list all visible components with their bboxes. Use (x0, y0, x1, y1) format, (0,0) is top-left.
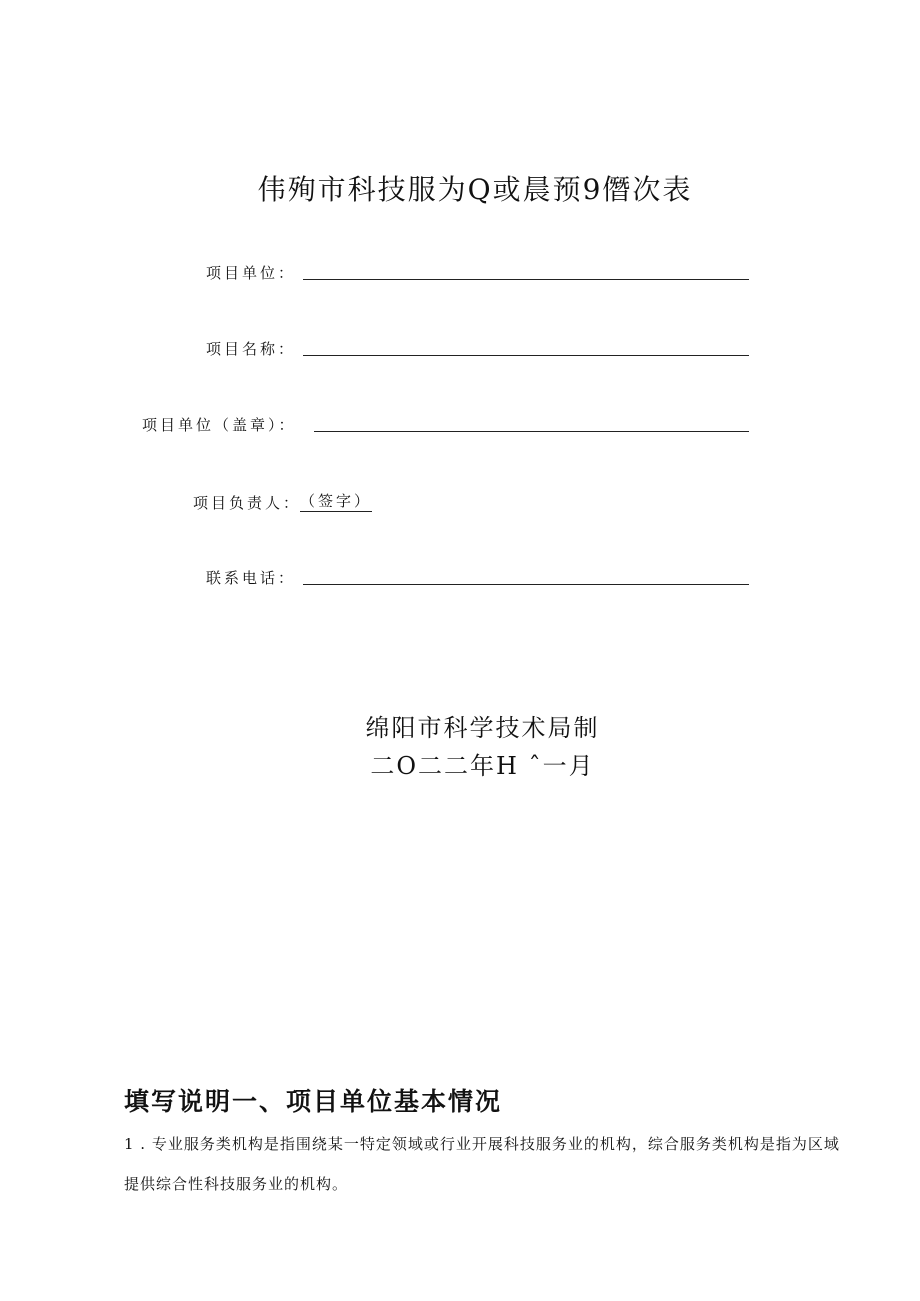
instruction-note: 1 . 专业服务类机构是指围绕某一特定领域或行业开展科技服务业的机构，综合服务类机构是指为区域提供综合性科技服务业的机构。 (124, 1135, 840, 1193)
field-label: 联系电话： (206, 569, 297, 587)
field-label: 项目名称： (206, 340, 297, 358)
field-label: 项目负责人： (193, 494, 302, 512)
signature-placeholder[interactable]: （签字） (300, 492, 373, 510)
field-contact-phone (0, 567, 920, 589)
section-heading: 填写说明一、项目单位基本情况 (124, 1087, 503, 1116)
issuer-name: 绵阳市科学技术局制 (365, 714, 600, 742)
field-project-unit (0, 262, 920, 284)
project-unit-seal-input-line[interactable] (314, 431, 749, 432)
project-unit-input-line[interactable] (303, 279, 749, 280)
field-label: 项目单位： (206, 264, 297, 282)
issue-date: 二O二二年H ˆ一月 (370, 752, 595, 780)
field-project-unit-seal (0, 414, 920, 436)
contact-phone-input-line[interactable] (303, 584, 749, 585)
project-name-input-line[interactable] (303, 355, 749, 356)
page-title: 伟殉市科技服为Q或晨预9僭次表 (257, 173, 693, 206)
field-project-leader (0, 492, 920, 514)
field-project-name (0, 338, 920, 360)
field-label: 项目单位（盖章）： (142, 416, 297, 434)
